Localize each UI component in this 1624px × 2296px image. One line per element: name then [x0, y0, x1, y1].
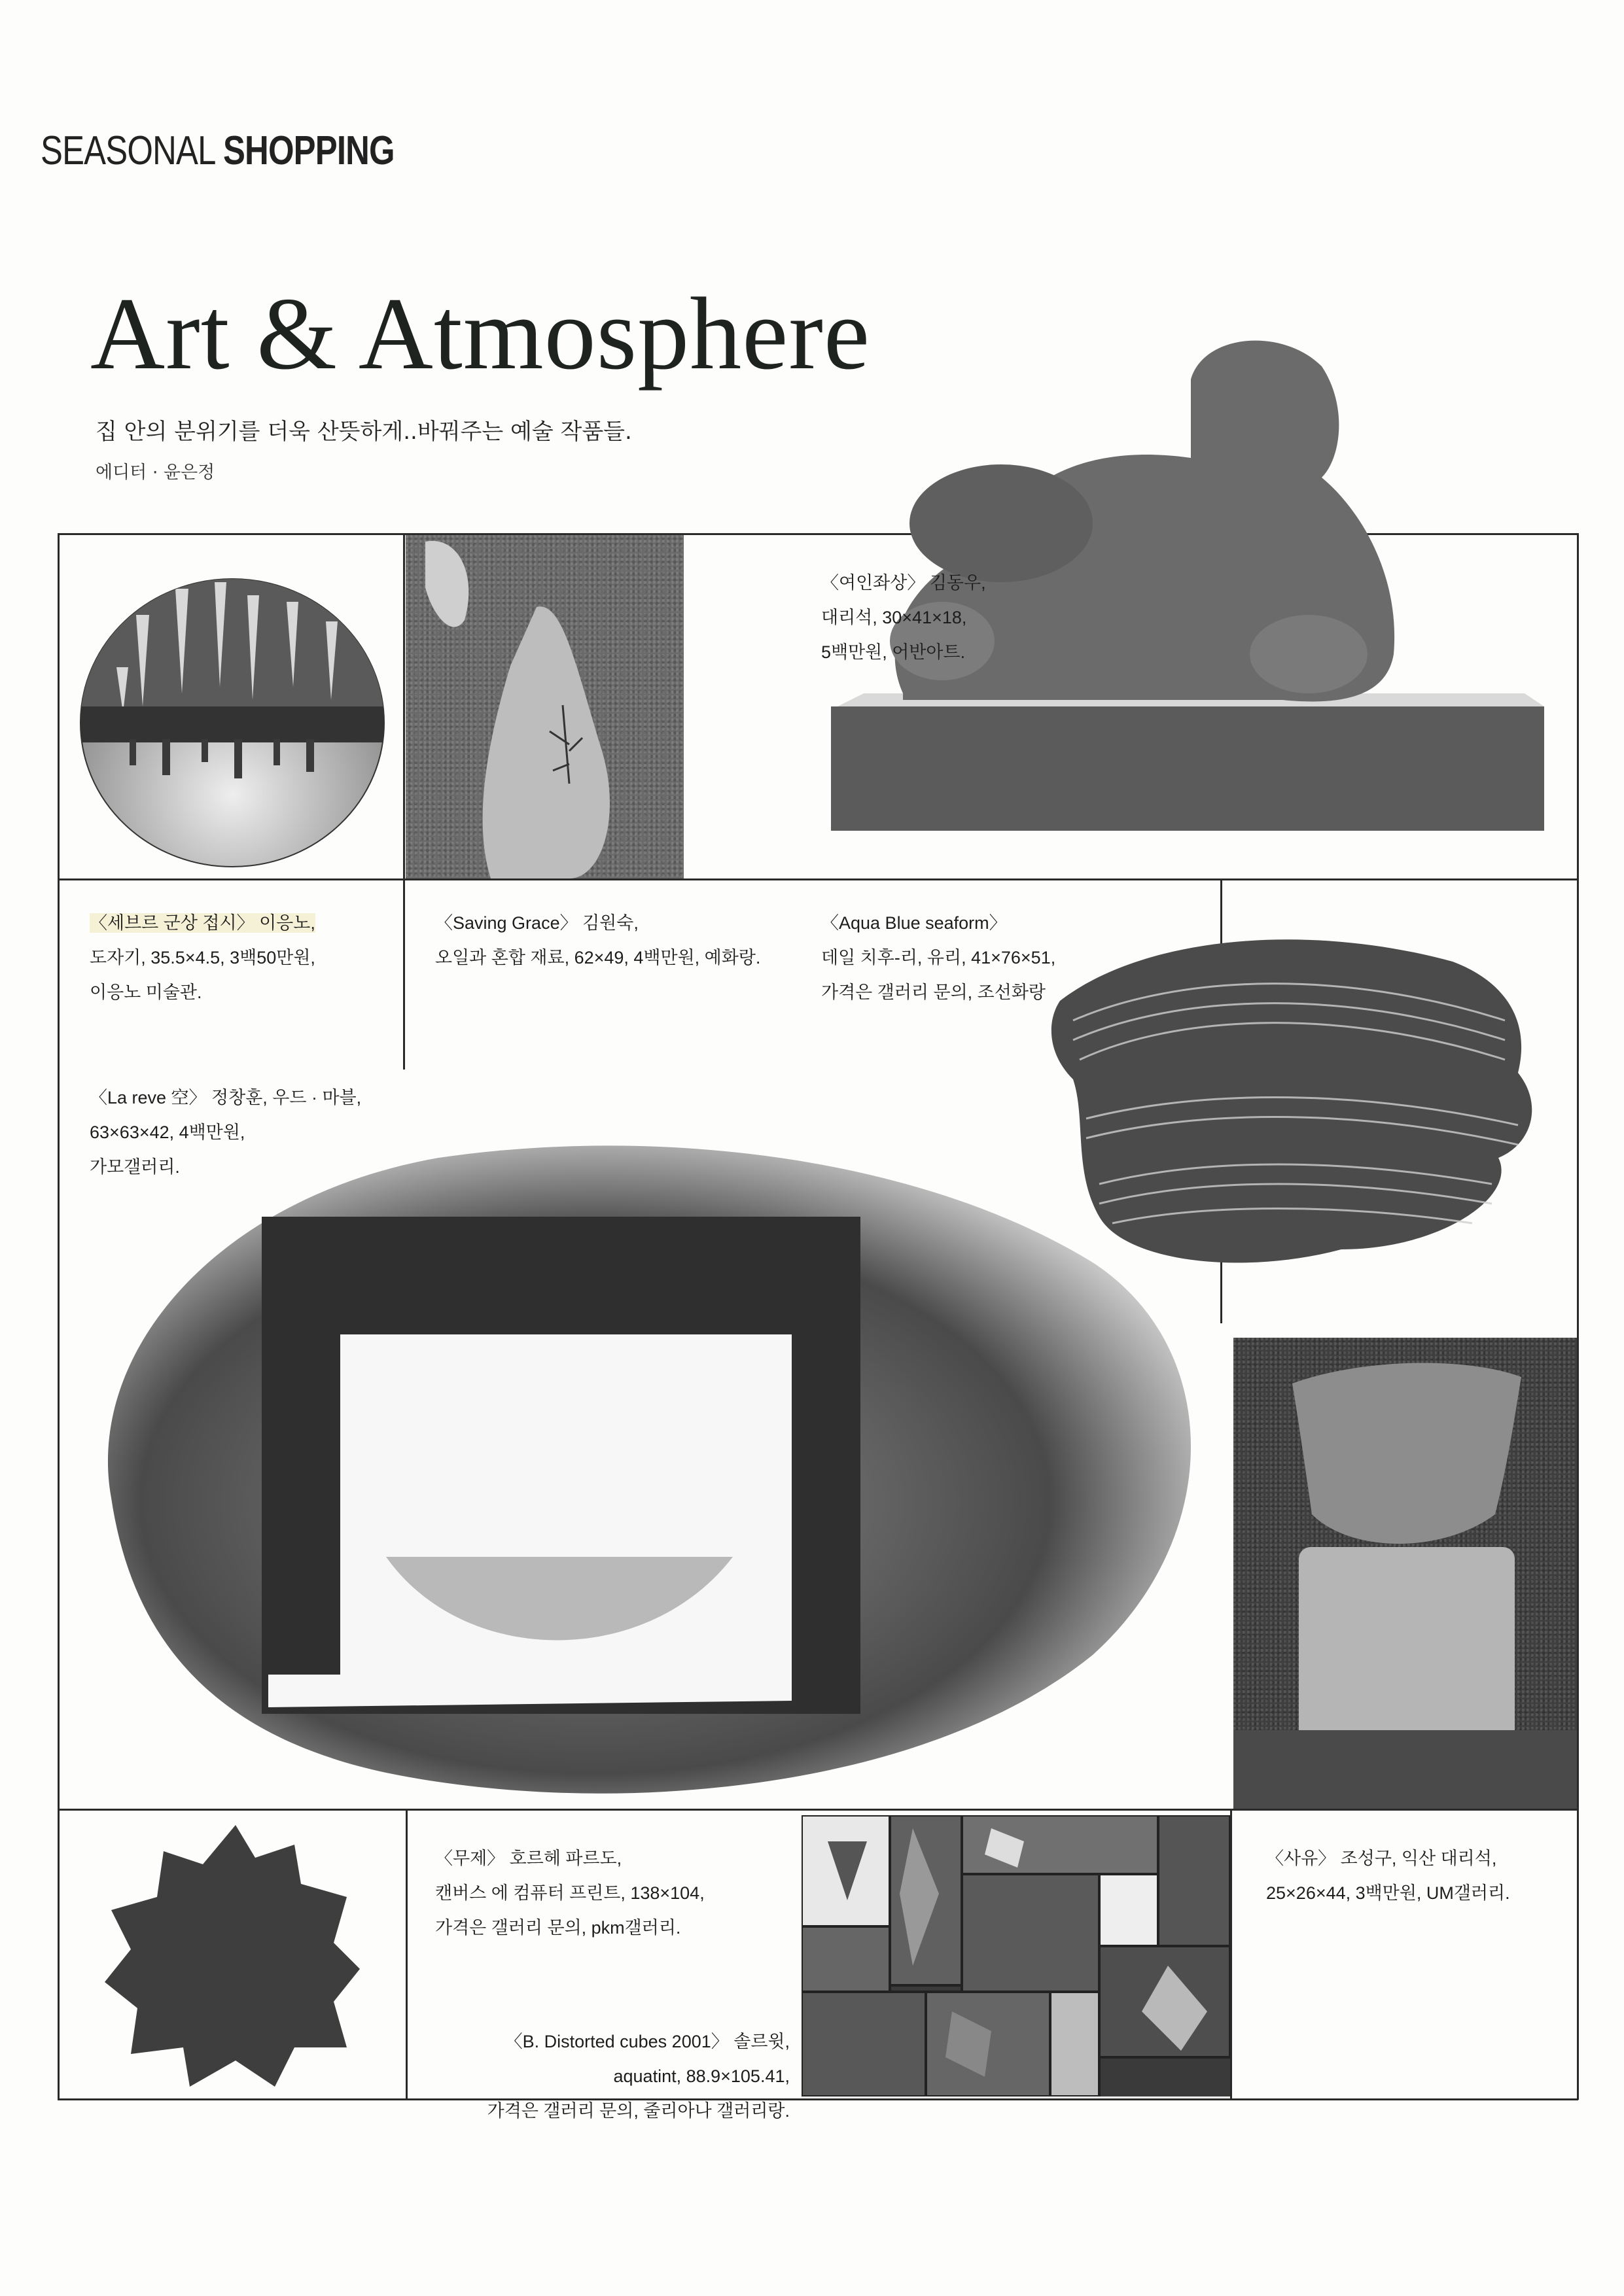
caption-highlight: 〈세브르 군상 접시〉 이응노,	[90, 913, 315, 933]
caption-line: 오일과 혼합 재료, 62×49, 4백만원, 예화랑.	[435, 948, 761, 967]
caption-line: 〈Aqua Blue seaform〉	[821, 913, 1007, 933]
caption-line	[90, 906, 315, 941]
caption-line: 가격은 갤러리 문의, 조선화랑	[821, 983, 1046, 1002]
page-subtitle: 집 안의 분위기를 더욱 산뜻하게..바꿔주는 예술 작품들.	[96, 419, 632, 445]
caption-untitled	[435, 1841, 705, 1945]
grid-row1-divider	[58, 878, 1578, 880]
grid-border-bottom	[58, 2098, 1578, 2100]
caption-saving-grace	[435, 906, 760, 975]
grid-border-left	[58, 533, 60, 2100]
section-label-light: SEASONAL	[41, 128, 223, 173]
section-label	[41, 128, 395, 174]
artwork-image-sevres-plate	[77, 576, 388, 870]
caption-line: 이응노 미술관.	[90, 983, 202, 1002]
grid-col1-top-divider	[403, 533, 405, 1070]
caption-line: 〈B. Distorted cubes 2001〉 솔르윗,	[504, 2032, 790, 2051]
caption-line: 〈La reve 空〉 정창훈, 우드 · 마블,	[90, 1088, 362, 1107]
caption-distorted-cubes	[487, 2025, 790, 2129]
caption-line: 63×63×42, 4백만원,	[90, 1122, 245, 1142]
caption-line: 데일 치후-리, 유리, 41×76×51,	[821, 948, 1056, 967]
artwork-image-untitled	[79, 1818, 393, 2093]
caption-line: 〈여인좌상〉 김동우,	[821, 573, 986, 593]
caption-line: 대리석, 30×41×18,	[821, 608, 967, 627]
caption-sevres-plate	[90, 906, 315, 1010]
page-title: Art & Atmosphere	[90, 277, 871, 391]
caption-line: 캔버스 에 컴퓨터 프린트, 138×104,	[435, 1883, 705, 1903]
caption-line: aquatint, 88.9×105.41,	[613, 2066, 790, 2086]
artwork-image-distorted-cubes	[802, 1815, 1230, 2096]
artwork-image-la-reve	[72, 1132, 1224, 1812]
caption-line: 가격은 갤러리 문의, 줄리아나 갤러리랑.	[487, 2101, 790, 2121]
grid-col1-bottom-divider	[406, 1809, 408, 2100]
caption-line: 도자기, 35.5×4.5, 3백50만원,	[90, 948, 315, 967]
caption-aqua-blue-seaform	[821, 906, 1055, 1010]
caption-line: 가모갤러리.	[90, 1157, 180, 1177]
grid-border-right	[1577, 533, 1579, 2100]
grid-col3-bottom-divider	[1230, 1809, 1232, 2100]
caption-line: 〈사유〉 조성구, 익산 대리석,	[1266, 1849, 1497, 1868]
caption-seated-woman	[821, 566, 986, 670]
artwork-image-sayu	[1233, 1338, 1577, 1809]
section-label-bold: SHOPPING	[222, 128, 395, 173]
caption-line: 가격은 갤러리 문의, pkm갤러리.	[435, 1918, 681, 1938]
artwork-image-saving-grace	[406, 535, 684, 878]
caption-sayu	[1266, 1841, 1510, 1911]
caption-line: 25×26×44, 3백만원, UM갤러리.	[1266, 1883, 1510, 1903]
caption-line: 5백만원, 어반아트.	[821, 642, 966, 662]
caption-line: 〈Saving Grace〉 김원숙,	[435, 913, 639, 933]
editor-credit: 에디터 · 윤은정	[96, 462, 215, 483]
caption-line: 〈무제〉 호르헤 파르도,	[435, 1849, 622, 1868]
caption-la-reve	[90, 1081, 361, 1185]
